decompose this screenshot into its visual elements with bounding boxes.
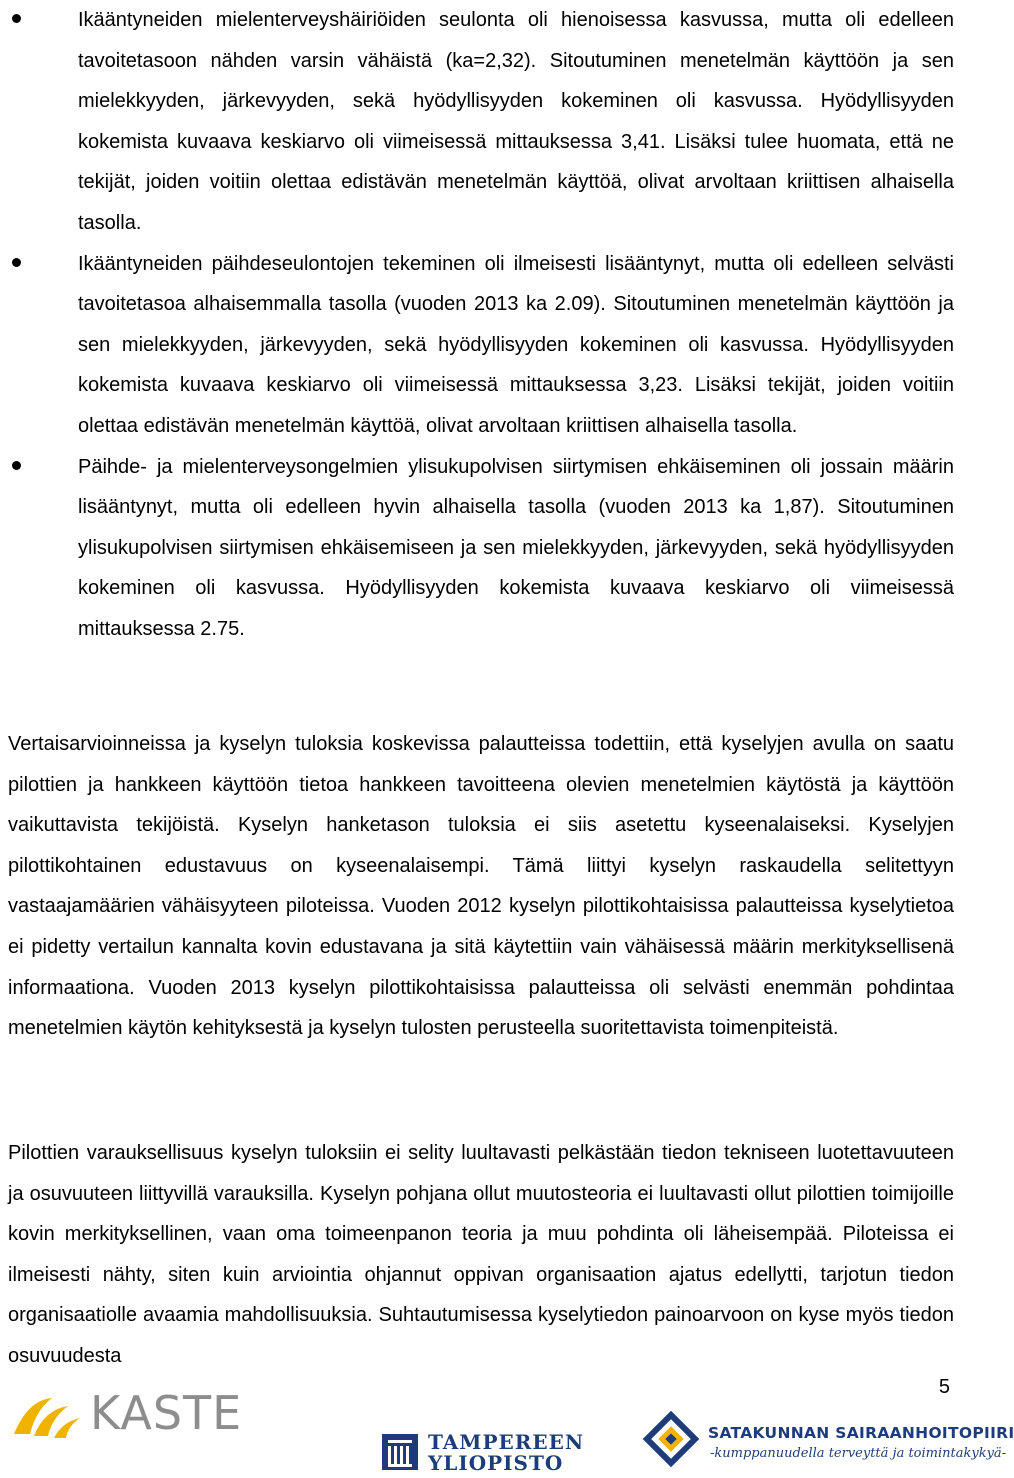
satakunta-hospital-district-logo <box>640 1408 1014 1474</box>
page-number: 5 <box>938 1376 950 1398</box>
bullet-item <box>0 244 960 447</box>
tampere-logo-line1: TAMPEREEN <box>428 1430 585 1454</box>
bullet-text: Ikääntyneiden päihdeseulontojen tekeminen oli ilmeisesti lisääntynyt, mutta oli edelleen selvästi tavoitetasoa alhaisemmalla tasolla (vuoden 2013 ka 2.09). Sitoutuminen menetelmän käyttöön ja sen mielekkyyden, järkevyyden, sekä hyödyllisyyden kokeminen oli kasvussa. Hyödyllisyyden kokemista kuvaava keskiarvo oli viimeisessä mittauksessa 3,23. Lisäksi tekijät, joiden voitiin olettaa edistävän menetelmän käyttöä, olivat arvoltaan kriittisen alhaisella tasolla. <box>78 252 954 437</box>
bullet-text: Ikääntyneiden mielenterveyshäiriöiden seulonta oli hienoisessa kasvussa, mutta oli edelleen tavoitetasoon nähden varsin vähäistä (ka=2,32). Sitoutuminen menetelmän käyttöön ja sen mielekkyyden, järkevyyden, sekä hyödyllisyyden kokeminen oli kasvussa. Hyödyllisyyden kokemista kuvaava keskiarvo oli viimeisessä mittauksessa 3,41. Lisäksi tulee huomata, että ne tekijät, joiden voitiin olettaa edistävän menetelmän käyttöä, olivat arvoltaan kriittisen alhaisella tasolla. <box>78 9 954 234</box>
body-paragraph: Pilottien varauksellisuus kyselyn tuloksiin ei selity luultavasti pelkästään tiedon tekniseen luotettavuuteen ja osuvuuteen liittyvillä varauksilla. Kyselyn pohjana ollut muutosteoria ei luultavasti ollut pilottien toimijoille kovin merkityksellinen, vaan oma toimeenpanon teoria ja muu pohdinta oli läheisempää. Piloteissa ei ilmeisesti nähty, siten kuin arviointia ohjannut oppivan organisaation ajatus edellytti, tarjotun tiedon organisaatiolle avaamia mahdollisuuksia. Suhtautumisessa kyselytiedon painoarvoon on kyse myös tiedon osuvuudesta <box>8 1142 954 1367</box>
kaste-mark-icon <box>8 1392 86 1442</box>
kaste-wordmark: KASTE <box>90 1386 243 1440</box>
satakunta-logo-slogan: -kumppanuudella terveyttä ja toimintakykyä- <box>710 1446 1007 1461</box>
satakunta-emblem-icon <box>640 1408 702 1470</box>
satakunta-logo-name: SATAKUNNAN SAIRAANHOITOPIIRI <box>708 1424 1014 1442</box>
tampere-university-emblem-icon <box>380 1432 420 1472</box>
tampere-logo-line2: YLIOPISTO <box>428 1451 564 1475</box>
bullet-icon <box>12 461 21 470</box>
bullet-icon <box>12 258 21 267</box>
kaste-logo <box>8 1386 248 1442</box>
bullet-item <box>0 0 960 244</box>
bullet-list <box>0 0 960 650</box>
bullet-text: Päihde- ja mielenterveysongelmien ylisukupolvisen siirtymisen ehkäiseminen oli jossain määrin lisääntynyt, mutta oli edelleen hyvin alhaisella tasolla (vuoden 2013 ka 1,87). Sitoutuminen ylisukupolvisen siirtymisen ehkäisemiseen ja sen mielekkyyden, järkevyyden, sekä hyödyllisyyden kokeminen oli kasvussa. Hyödyllisyyden kokemista kuvaava keskiarvo oli viimeisessä mittauksessa 2.75. <box>78 455 954 640</box>
tampere-university-logo <box>380 1428 585 1476</box>
bullet-icon <box>12 14 21 23</box>
body-paragraph: Vertaisarvioinneissa ja kyselyn tuloksia koskevissa palautteissa todettiin, että kyselyjen avulla on saatu pilottien ja hankkeen käyttöön tietoa hankkeen tavoitteena olevien menetelmien käytöstä ja käyttöön vaikuttavista tekijöistä. Kyselyn hanketason tuloksia ei siis asetettu kyseenalaiseksi. Kyselyjen pilottikohtainen edustavuus on kyseenalaisempi. Tämä liittyi kyselyn raskaudella selitettyyn vastaajamäärien vähäisyyteen piloteissa. Vuoden 2012 kyselyn pilottikohtaisissa palautteissa kyselytietoa ei pidetty vertailun kannalta kovin edustavana ja sitä käytettiin vain vähäisessä määrin merkityksellisenä informaationa. Vuoden 2013 kyselyn pilottikohtaisissa palautteissa oli selvästi enemmän pohdintaa menetelmien käytön kehityksestä ja kyselyn tulosten perusteella suoritettavista toimenpiteistä. <box>8 733 954 1040</box>
bullet-item <box>0 447 960 650</box>
